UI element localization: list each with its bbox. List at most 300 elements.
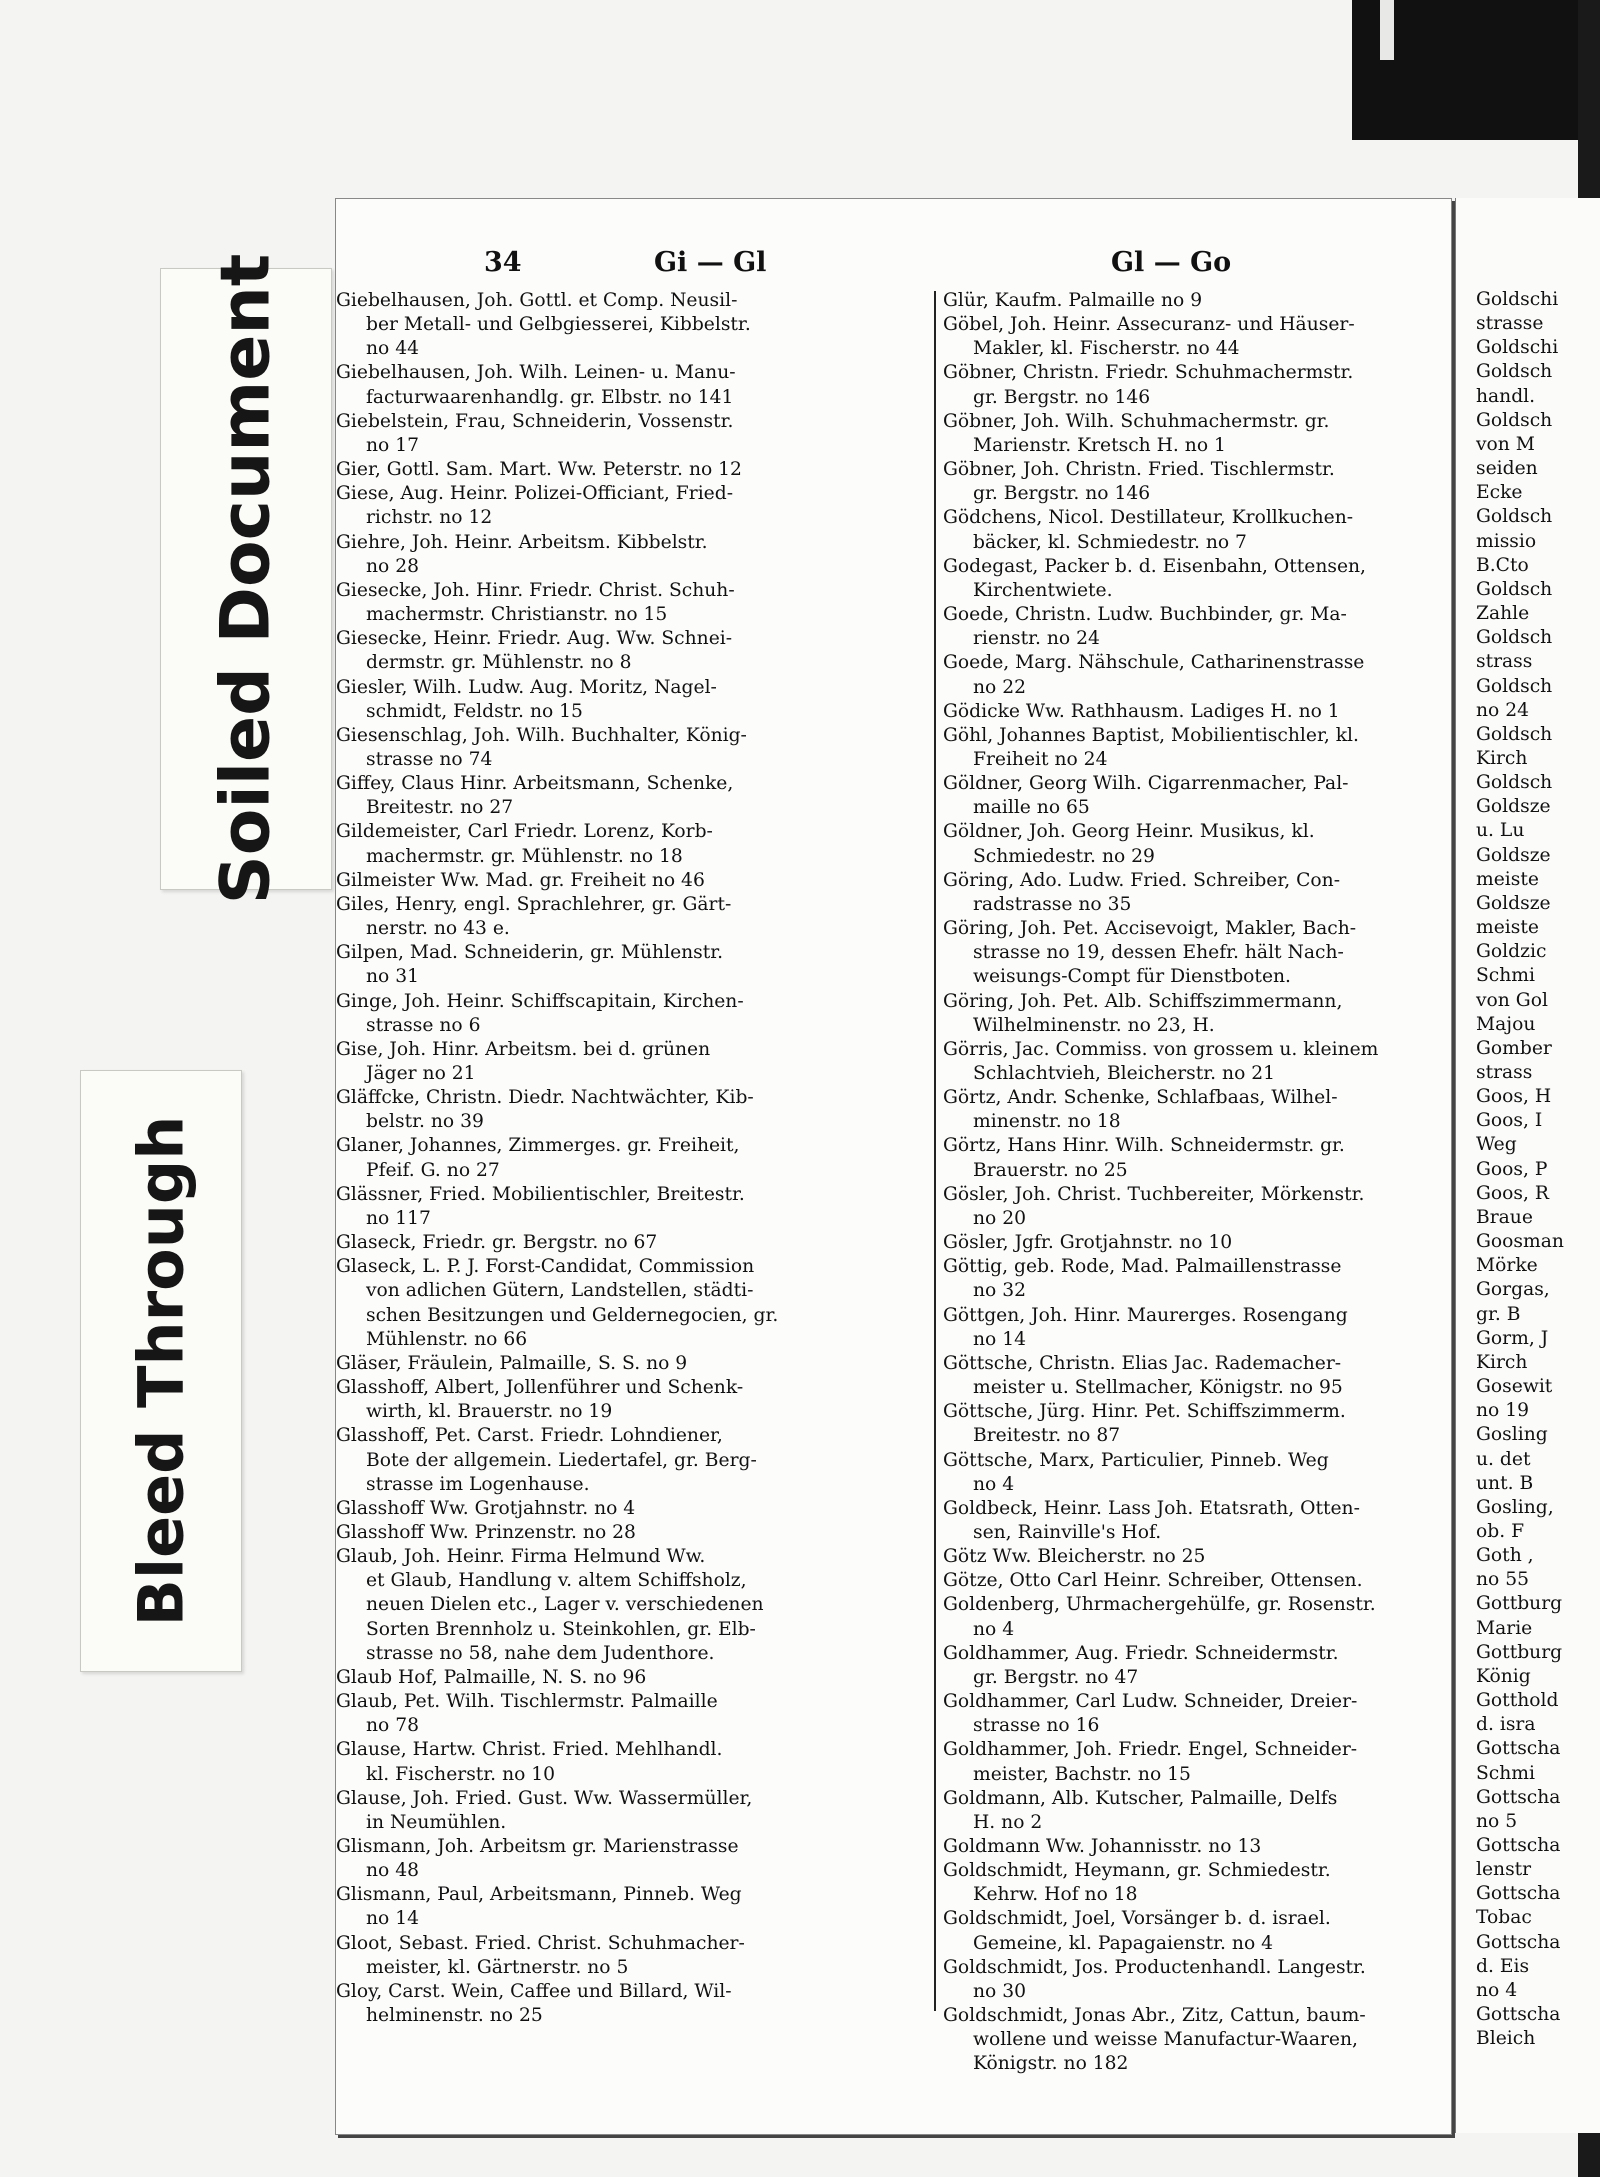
- directory-entry: [943, 1400, 1533, 1448]
- directory-entry: [943, 506, 1533, 554]
- directory-entry: [943, 1545, 1533, 1569]
- adjacent-page-line: Gotthold: [1476, 1690, 1559, 1712]
- entry-line: Giles, Henry, engl. Sprachlehrer, gr. Gärt-: [336, 893, 732, 915]
- left-column: [336, 289, 921, 2028]
- entry-line: in Neumühlen.: [366, 1811, 507, 1833]
- directory-entry: [336, 1980, 921, 2028]
- entry-line: Makler, kl. Fischerstr. no 44: [973, 338, 1240, 360]
- directory-entry: [336, 893, 921, 941]
- directory-entry: [336, 531, 921, 579]
- entry-line: no 48: [366, 1860, 420, 1882]
- adjacent-page-line: d. Eis: [1476, 1955, 1530, 1977]
- entry-line: no 117: [366, 1207, 431, 1229]
- adjacent-page-line: Kirch: [1476, 747, 1528, 769]
- directory-entry: [336, 1376, 921, 1424]
- entry-line: Glasshoff, Pet. Carst. Friedr. Lohndiener,: [336, 1425, 723, 1447]
- directory-entry: [336, 1352, 921, 1376]
- adjacent-page-line: Goldsch: [1476, 627, 1553, 649]
- adjacent-page-line: Gottscha: [1476, 1883, 1561, 1905]
- directory-entry: [336, 1932, 921, 1980]
- directory-entry: [336, 941, 921, 989]
- adjacent-page-line: d. isra: [1476, 1714, 1536, 1736]
- adjacent-page-line: Goos, P: [1476, 1158, 1548, 1180]
- directory-entry: [943, 1738, 1533, 1786]
- entry-line: Wilhelminenstr. no 23, H.: [973, 1014, 1215, 1036]
- adjacent-page-line: Goos, I: [1476, 1110, 1543, 1132]
- entry-line: Glismann, Paul, Arbeitsmann, Pinneb. Weg: [336, 1884, 742, 1906]
- entry-line: Glause, Hartw. Christ. Fried. Mehlhandl.: [336, 1739, 723, 1761]
- entry-line: Göring, Joh. Pet. Alb. Schiffszimmermann,: [943, 990, 1343, 1012]
- entry-line: Goldhammer, Joh. Friedr. Engel, Schneider-: [943, 1739, 1358, 1761]
- entry-line: Jäger no 21: [366, 1063, 476, 1084]
- entry-line: Goldschmidt, Jonas Abr., Zitz, Cattun, baum-: [943, 2005, 1366, 2027]
- entry-line: Giesenschlag, Joh. Wilh. Buchhalter, König-: [336, 724, 747, 746]
- entry-line: maille no 65: [973, 797, 1090, 819]
- entry-line: Glaseck, Friedr. gr. Bergstr. no 67: [336, 1232, 658, 1254]
- entry-line: weisungs-Compt für Dienstboten.: [973, 966, 1291, 988]
- adjacent-page-line: lenstr: [1476, 1859, 1532, 1881]
- directory-entry: [943, 1859, 1533, 1907]
- entry-line: Göring, Ado. Ludw. Fried. Schreiber, Con-: [943, 869, 1341, 891]
- adjacent-page-line: Goldsch: [1476, 772, 1553, 794]
- entry-line: meister, kl. Gärtnerstr. no 5: [366, 1956, 629, 1978]
- entry-line: schmidt, Feldstr. no 15: [366, 700, 583, 722]
- adjacent-page-line: gr. B: [1476, 1303, 1521, 1325]
- adjacent-page-line: seiden: [1476, 458, 1538, 480]
- entry-line: Gläffcke, Christn. Diedr. Nachtwächter, Kib-: [336, 1087, 754, 1109]
- entry-line: Gier, Gottl. Sam. Mart. Ww. Peterstr. no 12: [336, 459, 742, 481]
- entry-line: facturwaarenhandlg. gr. Elbstr. no 141: [366, 386, 734, 408]
- directory-entry: [336, 627, 921, 675]
- entry-line: Glause, Joh. Fried. Gust. Ww. Wassermüller,: [336, 1787, 753, 1809]
- entry-line: Göttsche, Jürg. Hinr. Pet. Schiffszimmerm.: [943, 1401, 1346, 1423]
- directory-entry: [943, 1352, 1533, 1400]
- directory-entry: [943, 1569, 1533, 1593]
- adjacent-page-line: ob. F: [1476, 1520, 1525, 1542]
- directory-entry: [943, 724, 1533, 772]
- entry-line: Gise, Joh. Hinr. Arbeitsm. bei d. grünen: [336, 1038, 711, 1060]
- directory-entry: [336, 1255, 921, 1352]
- entry-line: Gösler, Joh. Christ. Tuchbereiter, Mörkenstr.: [943, 1183, 1365, 1205]
- entry-line: gr. Bergstr. no 146: [973, 483, 1151, 505]
- adjacent-page-line: strass: [1476, 651, 1533, 673]
- directory-entry: [336, 772, 921, 820]
- entry-line: Gilpen, Mad. Schneiderin, gr. Mühlenstr.: [336, 942, 724, 964]
- adjacent-page-line: missio: [1476, 530, 1537, 552]
- directory-entry: [336, 361, 921, 409]
- entry-line: Glaner, Johannes, Zimmerges. gr. Freiheit,: [336, 1135, 740, 1157]
- adjacent-page-line: Goldzic: [1476, 941, 1547, 963]
- entry-line: Göttgen, Joh. Hinr. Maurerges. Rosengang: [943, 1304, 1348, 1326]
- adjacent-page-line: no 24: [1476, 699, 1530, 721]
- adjacent-page-line: Gorgas,: [1476, 1279, 1550, 1301]
- directory-entry: [336, 289, 921, 361]
- entry-line: Giesler, Wilh. Ludw. Aug. Moritz, Nagel-: [336, 676, 717, 698]
- entry-line: radstrasse no 35: [973, 893, 1132, 915]
- entry-line: Breitestr. no 27: [366, 797, 514, 819]
- entry-line: no 31: [366, 966, 420, 988]
- entry-line: helminenstr. no 25: [366, 2005, 543, 2027]
- directory-entry: [943, 1304, 1533, 1352]
- entry-line: Glasshoff, Albert, Jollenführer und Schenk-: [336, 1377, 744, 1399]
- entry-line: strasse no 16: [973, 1715, 1100, 1737]
- directory-entry: [943, 1593, 1533, 1641]
- bleed-through-label: Bleed Through: [124, 1115, 198, 1627]
- entry-line: Giese, Aug. Heinr. Polizei-Officiant, Fried-: [336, 483, 734, 505]
- directory-entry: [943, 1231, 1533, 1255]
- entry-line: Marienstr. Kretsch H. no 1: [973, 434, 1226, 456]
- directory-entry: [336, 1835, 921, 1883]
- entry-line: Goldschmidt, Heymann, gr. Schmiedestr.: [943, 1860, 1331, 1882]
- adjacent-page-fragment: [1455, 198, 1600, 2133]
- entry-line: no 78: [366, 1715, 420, 1737]
- adjacent-page-line: Marie: [1476, 1617, 1533, 1639]
- entry-line: Kirchentwiete.: [973, 579, 1113, 601]
- entry-line: Göldner, Georg Wilh. Cigarrenmacher, Pal-: [943, 773, 1349, 795]
- entry-line: strasse no 58, nahe dem Judenthore.: [366, 1642, 715, 1664]
- directory-entry: [943, 772, 1533, 820]
- entry-line: Goldhammer, Aug. Friedr. Schneidermstr.: [943, 1642, 1339, 1664]
- entry-line: Göbner, Christn. Friedr. Schuhmachermstr.: [943, 362, 1354, 384]
- right-column: [943, 289, 1533, 2077]
- adjacent-page-line: strasse: [1476, 313, 1544, 335]
- adjacent-page-line: Goldschi: [1476, 289, 1559, 310]
- directory-entry: [336, 1038, 921, 1086]
- adjacent-page-line: Gottscha: [1476, 1786, 1561, 1808]
- entry-line: no 22: [973, 676, 1027, 698]
- entry-line: Göttig, geb. Rode, Mad. Palmaillenstrasse: [943, 1256, 1342, 1278]
- adjacent-page-line: Tobac: [1476, 1907, 1532, 1929]
- directory-entry: [336, 869, 921, 893]
- right-range-heading: Gl — Go: [1111, 247, 1232, 278]
- entry-line: Goldschmidt, Joel, Vorsänger b. d. israel.: [943, 1908, 1331, 1930]
- directory-entry: [336, 1545, 921, 1666]
- adjacent-page-line: Goos, H: [1476, 1086, 1552, 1108]
- page-header: [336, 247, 1451, 287]
- entry-line: Göbel, Joh. Heinr. Assecuranz- und Häuser-: [943, 314, 1355, 336]
- adjacent-page-line: Goldsch: [1476, 578, 1553, 600]
- directory-entry: [943, 289, 1533, 313]
- directory-entry: [943, 1183, 1533, 1231]
- entry-line: strasse im Logenhause.: [366, 1473, 590, 1495]
- entry-line: et Glaub, Handlung v. altem Schiffsholz,: [366, 1570, 747, 1592]
- entry-line: Freiheit no 24: [973, 748, 1108, 770]
- entry-line: Gödicke Ww. Rathhausm. Ladiges H. no 1: [943, 700, 1340, 722]
- adjacent-page-line: Goldsze: [1476, 892, 1551, 914]
- entry-line: belstr. no 39: [366, 1111, 484, 1133]
- directory-entry: [943, 361, 1533, 409]
- directory-entry: [943, 1449, 1533, 1497]
- entry-line: Görris, Jac. Commiss. von grossem u. kleinem: [943, 1038, 1379, 1060]
- adjacent-page-line: meiste: [1476, 917, 1539, 939]
- directory-entry: [336, 820, 921, 868]
- entry-line: Göbner, Joh. Christn. Fried. Tischlermstr.: [943, 459, 1335, 481]
- entry-line: richstr. no 12: [366, 507, 493, 529]
- adjacent-page-line: Ecke: [1476, 482, 1523, 504]
- entry-line: wirth, kl. Brauerstr. no 19: [366, 1401, 613, 1423]
- entry-line: Giebelhausen, Joh. Wilh. Leinen- u. Manu-: [336, 362, 736, 384]
- entry-line: gr. Bergstr. no 47: [973, 1666, 1139, 1688]
- adjacent-page-line: Gottscha: [1476, 1931, 1561, 1953]
- adjacent-page-line: Goldsze: [1476, 796, 1551, 818]
- entry-line: Giffey, Claus Hinr. Arbeitsmann, Schenke,: [336, 773, 734, 795]
- entry-line: Giehre, Joh. Heinr. Arbeitsm. Kibbelstr.: [336, 531, 708, 553]
- adjacent-page-line: Gottscha: [1476, 1835, 1561, 1856]
- adjacent-page-line: strass: [1476, 1062, 1533, 1083]
- directory-entry: [943, 1086, 1533, 1134]
- entry-line: Gloy, Carst. Wein, Caffee und Billard, Wil-: [336, 1980, 732, 2002]
- directory-entry: [943, 1497, 1533, 1545]
- adjacent-page-line: Goosman: [1476, 1231, 1564, 1253]
- adjacent-page-line: Goldsch: [1476, 675, 1553, 697]
- entry-line: minenstr. no 18: [973, 1111, 1121, 1133]
- entry-line: machermstr. Christianstr. no 15: [366, 604, 668, 626]
- adjacent-page-line: Weg: [1476, 1134, 1517, 1156]
- directory-entry: [943, 1787, 1533, 1835]
- directory-entry: [336, 676, 921, 724]
- entry-line: rienstr. no 24: [973, 628, 1100, 650]
- adjacent-page-line: u. det: [1476, 1448, 1531, 1470]
- entry-line: bäcker, kl. Schmiedestr. no 7: [973, 531, 1247, 553]
- adjacent-page-line: Goldsch: [1476, 723, 1553, 745]
- entry-line: no 14: [973, 1328, 1027, 1350]
- entry-line: neuen Dielen etc., Lager v. verschiedenen: [366, 1594, 764, 1616]
- directory-entry: [943, 410, 1533, 458]
- entry-line: Glaub, Joh. Heinr. Firma Helmund Ww.: [336, 1546, 706, 1568]
- soiled-document-label: Soiled Document: [206, 253, 286, 905]
- entry-line: no 4: [973, 1473, 1015, 1495]
- adjacent-page-text: [1476, 288, 1564, 2051]
- column-divider: [934, 291, 936, 2011]
- entry-line: Gösler, Jgfr. Grotjahnstr. no 10: [943, 1232, 1233, 1254]
- entry-line: Glaub Hof, Palmaille, N. S. no 96: [336, 1666, 647, 1688]
- entry-line: ber Metall- und Gelbgiesserei, Kibbelstr.: [366, 314, 751, 336]
- adjacent-page-line: Goos, R: [1476, 1182, 1549, 1204]
- entry-line: Glaseck, L. P. J. Forst-Candidat, Commission: [336, 1256, 755, 1278]
- adjacent-page-line: no 19: [1476, 1400, 1530, 1422]
- entry-line: no 14: [366, 1908, 420, 1930]
- entry-line: Gloot, Sebast. Fried. Christ. Schuhmacher-: [336, 1932, 745, 1954]
- directory-entry: [336, 1787, 921, 1835]
- directory-entry: [943, 1642, 1533, 1690]
- entry-line: Breitestr. no 87: [973, 1425, 1121, 1447]
- directory-entry: [336, 1086, 921, 1134]
- directory-entry: [336, 1497, 921, 1521]
- directory-entry: [336, 1521, 921, 1545]
- adjacent-page-line: Gottburg: [1476, 1593, 1563, 1615]
- entry-line: Götze, Otto Carl Heinr. Schreiber, Ottensen.: [943, 1570, 1363, 1592]
- adjacent-page-line: Gottscha: [1476, 1738, 1561, 1760]
- directory-entry: [943, 458, 1533, 506]
- entry-line: Göttsche, Marx, Particulier, Pinneb. Weg: [943, 1449, 1329, 1471]
- directory-entry: [943, 700, 1533, 724]
- entry-line: Giebelhausen, Joh. Gottl. et Comp. Neusil-: [336, 290, 738, 311]
- directory-entry: [336, 1134, 921, 1182]
- directory-entry: [943, 869, 1533, 917]
- adjacent-page-line: no 4: [1476, 1979, 1518, 2001]
- directory-entry: [943, 603, 1533, 651]
- adjacent-page-line: Goldsze: [1476, 844, 1551, 866]
- adjacent-page-line: Braue: [1476, 1206, 1533, 1228]
- entry-line: Göttsche, Christn. Elias Jac. Rademacher-: [943, 1352, 1342, 1374]
- left-range-heading: Gi — Gl: [654, 247, 767, 278]
- entry-line: Schmiedestr. no 29: [973, 845, 1155, 867]
- entry-line: no 28: [366, 555, 420, 577]
- adjacent-page-line: Zahle: [1476, 603, 1530, 625]
- entry-line: Goldschmidt, Jos. Productenhandl. Langestr.: [943, 1956, 1366, 1978]
- page-number: 34: [484, 247, 522, 278]
- entry-line: schen Besitzungen und Geldernegocien, gr.: [366, 1304, 779, 1326]
- entry-line: sen, Rainville's Hof.: [973, 1521, 1162, 1543]
- entry-line: Schlachtvieh, Bleicherstr. no 21: [973, 1063, 1276, 1084]
- entry-line: Godegast, Packer b. d. Eisenbahn, Ottensen,: [943, 555, 1366, 577]
- directory-entry: [943, 1907, 1533, 1955]
- entry-line: Glasshoff Ww. Grotjahnstr. no 4: [336, 1497, 636, 1519]
- directory-entry: [943, 1835, 1533, 1859]
- adjacent-page-line: Bleich: [1476, 2028, 1536, 2050]
- entry-line: Göring, Joh. Pet. Accisevoigt, Makler, Bach-: [943, 918, 1357, 940]
- entry-line: Bote der allgemein. Liedertafel, gr. Berg-: [366, 1449, 757, 1471]
- adjacent-page-line: Schmi: [1476, 1762, 1536, 1784]
- entry-line: Goldhammer, Carl Ludw. Schneider, Dreier-: [943, 1691, 1358, 1713]
- directory-entry: [336, 1690, 921, 1738]
- entry-line: Gödchens, Nicol. Destillateur, Krollkuchen-: [943, 507, 1354, 529]
- adjacent-page-line: meiste: [1476, 868, 1539, 890]
- directory-entry: [943, 651, 1533, 699]
- adjacent-page-line: no 55: [1476, 1569, 1530, 1591]
- entry-line: meister, Bachstr. no 15: [973, 1763, 1191, 1785]
- adjacent-page-line: B.Cto: [1476, 554, 1529, 576]
- directory-entry: [943, 555, 1533, 603]
- entry-line: meister u. Stellmacher, Königstr. no 95: [973, 1377, 1343, 1399]
- entry-line: Gilmeister Ww. Mad. gr. Freiheit no 46: [336, 869, 705, 891]
- adjacent-page-line: Majou: [1476, 1013, 1536, 1035]
- adjacent-page-line: handl.: [1476, 385, 1536, 407]
- adjacent-page-line: no 5: [1476, 1810, 1518, 1832]
- entry-line: nerstr. no 43 e.: [366, 918, 510, 940]
- adjacent-page-line: Gosling,: [1476, 1496, 1554, 1518]
- directory-entry: [943, 2004, 1533, 2076]
- soiled-document-tab: [160, 253, 332, 905]
- entry-line: Goldenberg, Uhrmachergehülfe, gr. Rosenstr.: [943, 1594, 1376, 1616]
- entry-line: strasse no 19, dessen Ehefr. hält Nach-: [973, 942, 1344, 964]
- adjacent-page-line: Goldsch: [1476, 361, 1553, 383]
- entry-line: Glaub, Pet. Wilh. Tischlermstr. Palmaille: [336, 1691, 718, 1713]
- entry-line: Glasshoff Ww. Prinzenstr. no 28: [336, 1521, 636, 1543]
- entry-line: Glässner, Fried. Mobilientischler, Breitestr.: [336, 1183, 745, 1205]
- entry-line: Brauerstr. no 25: [973, 1159, 1128, 1181]
- entry-line: Goldmann, Alb. Kutscher, Palmaille, Delfs: [943, 1787, 1338, 1809]
- adjacent-page-line: Kirch: [1476, 1351, 1528, 1373]
- entry-line: Göbner, Joh. Wilh. Schuhmachermstr. gr.: [943, 410, 1330, 432]
- entry-line: Göldner, Joh. Georg Heinr. Musikus, kl.: [943, 821, 1315, 843]
- entry-line: Göhl, Johannes Baptist, Mobilientischler, kl.: [943, 724, 1359, 746]
- entry-line: kl. Fischerstr. no 10: [366, 1763, 556, 1785]
- directory-entry: [943, 313, 1533, 361]
- entry-line: Goldbeck, Heinr. Lass Joh. Etatsrath, Otten-: [943, 1497, 1360, 1519]
- scan-edge-dark-area: [1352, 0, 1600, 140]
- entry-line: Görtz, Hans Hinr. Wilh. Schneidermstr. gr.: [943, 1135, 1345, 1157]
- adjacent-page-line: König: [1476, 1665, 1531, 1687]
- entry-line: Götz Ww. Bleicherstr. no 25: [943, 1546, 1206, 1568]
- entry-line: Glismann, Joh. Arbeitsm gr. Marienstrasse: [336, 1836, 739, 1857]
- entry-line: no 44: [366, 338, 420, 360]
- directory-entry: [336, 482, 921, 530]
- entry-line: von adlichen Gütern, Landstellen, städti-: [366, 1280, 754, 1302]
- entry-line: wollene und weisse Manufactur-Waaren,: [973, 2029, 1358, 2051]
- adjacent-page-line: Gosewit: [1476, 1376, 1553, 1398]
- directory-entry: [943, 1690, 1533, 1738]
- directory-entry: [336, 1231, 921, 1255]
- entry-line: no 17: [366, 434, 420, 456]
- adjacent-page-line: von Gol: [1476, 989, 1548, 1011]
- directory-entry: [336, 1666, 921, 1690]
- entry-line: Glür, Kaufm. Palmaille no 9: [943, 290, 1203, 311]
- scan-edge-notch: [1380, 0, 1394, 60]
- entry-line: no 20: [973, 1207, 1027, 1229]
- entry-line: strasse no 74: [366, 748, 493, 770]
- directory-entry: [943, 1038, 1533, 1086]
- entry-line: H. no 2: [973, 1811, 1043, 1833]
- adjacent-page-line: unt. B: [1476, 1472, 1534, 1494]
- entry-line: Ginge, Joh. Heinr. Schiffscapitain, Kirchen-: [336, 990, 744, 1012]
- entry-line: Giesecke, Joh. Hinr. Friedr. Christ. Schuh-: [336, 579, 735, 601]
- directory-entry: [943, 1255, 1533, 1303]
- entry-line: Gläser, Fräulein, Palmaille, S. S. no 9: [336, 1352, 688, 1374]
- entry-line: Pfeif. G. no 27: [366, 1159, 500, 1181]
- entry-line: strasse no 6: [366, 1014, 481, 1036]
- adjacent-page-line: von M: [1476, 433, 1535, 455]
- directory-page: [335, 198, 1452, 2135]
- directory-entry: [943, 990, 1533, 1038]
- adjacent-page-line: Gosling: [1476, 1424, 1548, 1446]
- entry-line: Königstr. no 182: [973, 2053, 1129, 2075]
- directory-entry: [943, 1956, 1533, 2004]
- adjacent-page-line: Schmi: [1476, 965, 1536, 987]
- directory-entry: [336, 579, 921, 627]
- adjacent-page-line: Goldsch: [1476, 409, 1553, 431]
- entry-line: Sorten Brennholz u. Steinkohlen, gr. Elb-: [366, 1618, 756, 1640]
- adjacent-page-line: Goth ,: [1476, 1545, 1534, 1567]
- adjacent-page-line: Goldsch: [1476, 506, 1553, 528]
- adjacent-page-line: Gorm, J: [1476, 1327, 1549, 1349]
- directory-entry: [336, 990, 921, 1038]
- adjacent-page-line: Gottburg: [1476, 1641, 1563, 1663]
- bleed-through-tab: [80, 1070, 242, 1672]
- directory-entry: [336, 1883, 921, 1931]
- entry-line: Giesecke, Heinr. Friedr. Aug. Ww. Schnei-: [336, 628, 733, 650]
- entry-line: Giebelstein, Frau, Schneiderin, Vossenstr.: [336, 410, 734, 432]
- adjacent-page-line: Goldschi: [1476, 337, 1559, 359]
- entry-line: Gildemeister, Carl Friedr. Lorenz, Korb-: [336, 821, 713, 843]
- entry-line: Mühlenstr. no 66: [366, 1328, 528, 1350]
- entry-line: Kehrw. Hof no 18: [973, 1884, 1138, 1906]
- directory-entry: [336, 1183, 921, 1231]
- adjacent-page-line: Gottscha: [1476, 2004, 1561, 2026]
- entry-line: Görtz, Andr. Schenke, Schlafbaas, Wilhel-: [943, 1087, 1338, 1109]
- entry-line: Goede, Christn. Ludw. Buchbinder, gr. Ma-: [943, 604, 1347, 626]
- directory-entry: [943, 1134, 1533, 1182]
- directory-entry: [943, 917, 1533, 989]
- adjacent-page-line: u. Lu: [1476, 820, 1525, 842]
- directory-entry: [336, 410, 921, 458]
- entry-line: no 32: [973, 1280, 1027, 1302]
- entry-line: Gemeine, kl. Papagaienstr. no 4: [973, 1932, 1274, 1954]
- entry-line: Goede, Marg. Nähschule, Catharinenstrasse: [943, 652, 1365, 674]
- directory-entry: [336, 458, 921, 482]
- adjacent-page-line: Gomber: [1476, 1037, 1552, 1059]
- entry-line: no 30: [973, 1980, 1027, 2002]
